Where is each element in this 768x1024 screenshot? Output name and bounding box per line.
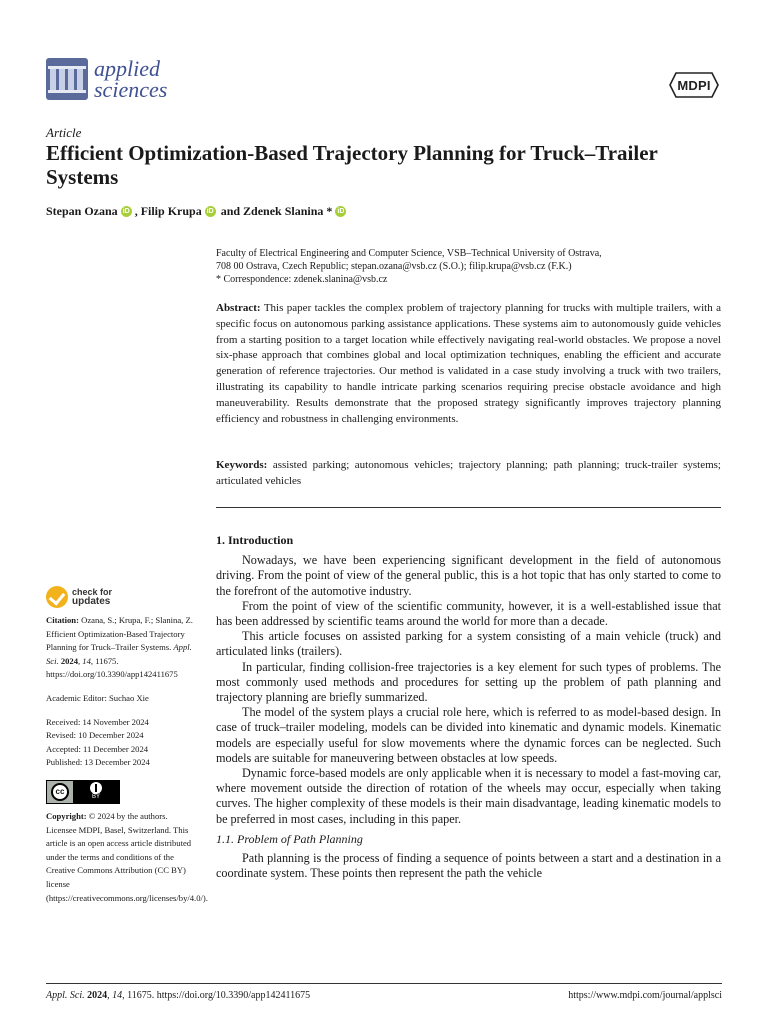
date-revised: Revised: 10 December 2024	[46, 730, 144, 741]
paragraph: Dynamic force-based models are only applicable when it is necessary to model a fast-moving car, where movement outside the direction of rotation of the wheels may occur, especially when taking curves. The higher complexity of these models is their main disadvantage, leading kinematic models to be preferred in most cases, including in this paper.	[216, 766, 721, 826]
footer-doi[interactable]: , 11675. https://doi.org/10.3390/app142411675	[122, 990, 311, 1001]
footer-citation: Appl. Sci. 2024, 14, 11675. https://doi.org/10.3390/app142411675	[46, 990, 311, 1001]
citation-volume: 14	[82, 655, 91, 666]
footer-year: 2024	[87, 990, 108, 1001]
introduction-section	[216, 533, 721, 881]
check-line2: updates	[72, 596, 111, 607]
footer-journal: Appl. Sci.	[46, 990, 85, 1001]
publisher-name: MDPI	[677, 78, 711, 93]
copyright	[46, 810, 208, 905]
author-separator: ,	[134, 204, 138, 218]
subsection-heading: 1.1. Problem of Path Planning	[216, 831, 363, 846]
journal-name-line1: applied	[94, 56, 160, 81]
orcid-icon[interactable]: iD	[337, 208, 345, 215]
check-for-updates-label	[72, 588, 112, 606]
author-name[interactable]: and Zdenek Slanina *	[220, 204, 333, 218]
citation-year: 2024	[60, 655, 78, 666]
check-icon	[46, 586, 68, 608]
orcid-icon[interactable]: iD	[122, 208, 130, 215]
academic-editor: Academic Editor: Suchao Xie	[46, 692, 149, 703]
paragraph: From the point of view of the scientific community, however, it is a well-established issue that has been addressed by scientific teams around the world for more than a decade.	[216, 598, 721, 629]
paper-title: Efficient Optimization-Based Trajectory Planning for Truck–Trailer Systems	[46, 141, 658, 189]
copyright-text: © 2024 by the authors. Licensee MDPI, Basel, Switzerland. This article is an open access article distributed under the terms and conditions of the Creative Commons Attribution (CC BY) license (https://creativecommons.org/licenses/by/4.0/).	[46, 810, 208, 903]
cc-by-license-badge[interactable]	[46, 780, 120, 804]
journal-logo	[46, 58, 167, 100]
affiliation-line: Faculty of Electrical Engineering and Computer Science, VSB–Technical University of Ostrava,	[216, 248, 602, 259]
footer-volume: 14	[112, 990, 123, 1001]
citation-label: Citation:	[46, 615, 79, 625]
citation-text: Ozana, S.; Krupa, F.; Slanina, Z. Efficient Optimization-Based Trajectory Planning for Truck–Trailer Systems.	[46, 615, 193, 653]
journal-emblem-icon	[46, 58, 88, 100]
citation: Citation: Ozana, S.; Krupa, F.; Slanina, Z. Efficient Optimization-Based Trajectory Planning for Truck–Trailer Systems. Appl. Sci. 2024, 14, 11675. https://doi.org/10.3390/app142411675	[46, 615, 193, 680]
check-line1: check for	[72, 587, 113, 597]
paragraph: Nowadays, we have been experiencing significant development in the field of autonomous driving. From the point of view of the general public, this is a hot topic that has only started to come to the forefront of the automotive industry.	[216, 553, 721, 598]
author-list	[46, 204, 349, 219]
sidebar	[46, 586, 208, 915]
abstract-label: Abstract:	[216, 302, 261, 314]
person-icon	[90, 782, 102, 794]
paragraph: The model of the system plays a crucial role here, which is referred to as model-based design. In case of truck–trailer modeling, models can be divided into kinematic and dynamic models. Kinematic models are especially useful for slow movements where the dynamic forces can be neglected. Such models are suitable for maneuvering between obstacles at low speeds.	[216, 705, 721, 765]
affiliation	[216, 247, 726, 286]
journal-name	[94, 58, 167, 100]
author-name[interactable]: Stepan Ozana	[46, 204, 118, 218]
keywords-text: assisted parking; autonomous vehicles; trajectory planning; path planning; truck-trailer systems; articulated vehicles	[216, 459, 721, 487]
date-accepted: Accepted: 11 December 2024	[46, 743, 149, 754]
publisher-logo	[668, 70, 720, 100]
orcid-icon[interactable]: iD	[206, 208, 214, 215]
keywords	[216, 458, 721, 490]
by-icon	[73, 781, 119, 803]
footer-journal-url[interactable]: https://www.mdpi.com/journal/applsci	[568, 990, 722, 1001]
paragraph: Path planning is the process of finding a sequence of points between a start and a destination in a coordinate system. These points then represent the path the vehicle	[216, 851, 721, 881]
abstract	[216, 301, 721, 427]
citation-doi[interactable]: , 11675. https://doi.org/10.3390/app142411675	[46, 655, 178, 680]
cc-label: cc	[51, 783, 69, 801]
keywords-label: Keywords:	[216, 459, 268, 471]
cc-icon	[47, 781, 73, 803]
paragraph: In particular, finding collision-free trajectories is a key element for such types of problems. The most commonly used methods and procedures for setting up the problem of path planning and trajectory planning are briefly summarized.	[216, 659, 721, 705]
journal-name-line2: sciences	[94, 77, 168, 102]
publication-dates	[46, 716, 198, 770]
check-for-updates-button[interactable]	[46, 586, 198, 608]
article-type: Article	[46, 125, 82, 140]
section-divider	[216, 507, 721, 508]
affiliation-line: 708 00 Ostrava, Czech Republic; stepan.ozana@vsb.cz (S.O.); filip.krupa@vsb.cz (F.K.)	[216, 261, 572, 272]
correspondence-line: * Correspondence: zdenek.slanina@vsb.cz	[216, 274, 388, 285]
date-received: Received: 14 November 2024	[46, 716, 149, 727]
citation-journal: Appl. Sci.	[46, 642, 192, 666]
abstract-text: This paper tackles the complex problem of trajectory planning for trucks with multiple trailers, with a specific focus on autonomous parking assistance applications. These systems aim to autonomously guide vehicles from a starting position to a target location while effectively navigating real-world obstacles. We propose a novel six-phase approach that combines global and local optimization techniques, enabling the efficient and accurate generation of reference trajectories. Our method is validated in a case study involving a truck with two trailers, illustrating its capability to handle intricate parking scenarios requiring precise obstacle avoidance and high maneuverability. Results demonstrate that the proposed strategy significantly improves trajectory planning efficiency and robustness in challenging environments.	[216, 302, 721, 425]
by-label: BY	[91, 794, 100, 801]
author-name[interactable]: Filip Krupa	[140, 204, 202, 218]
footer-divider	[46, 983, 722, 984]
section-heading: 1. Introduction	[216, 533, 294, 547]
paragraph: This article focuses on assisted parking for a system consisting of a main vehicle (truck) and articulated links (trailers).	[216, 629, 721, 659]
copyright-label: Copyright:	[46, 810, 87, 821]
date-published: Published: 13 December 2024	[46, 757, 150, 768]
